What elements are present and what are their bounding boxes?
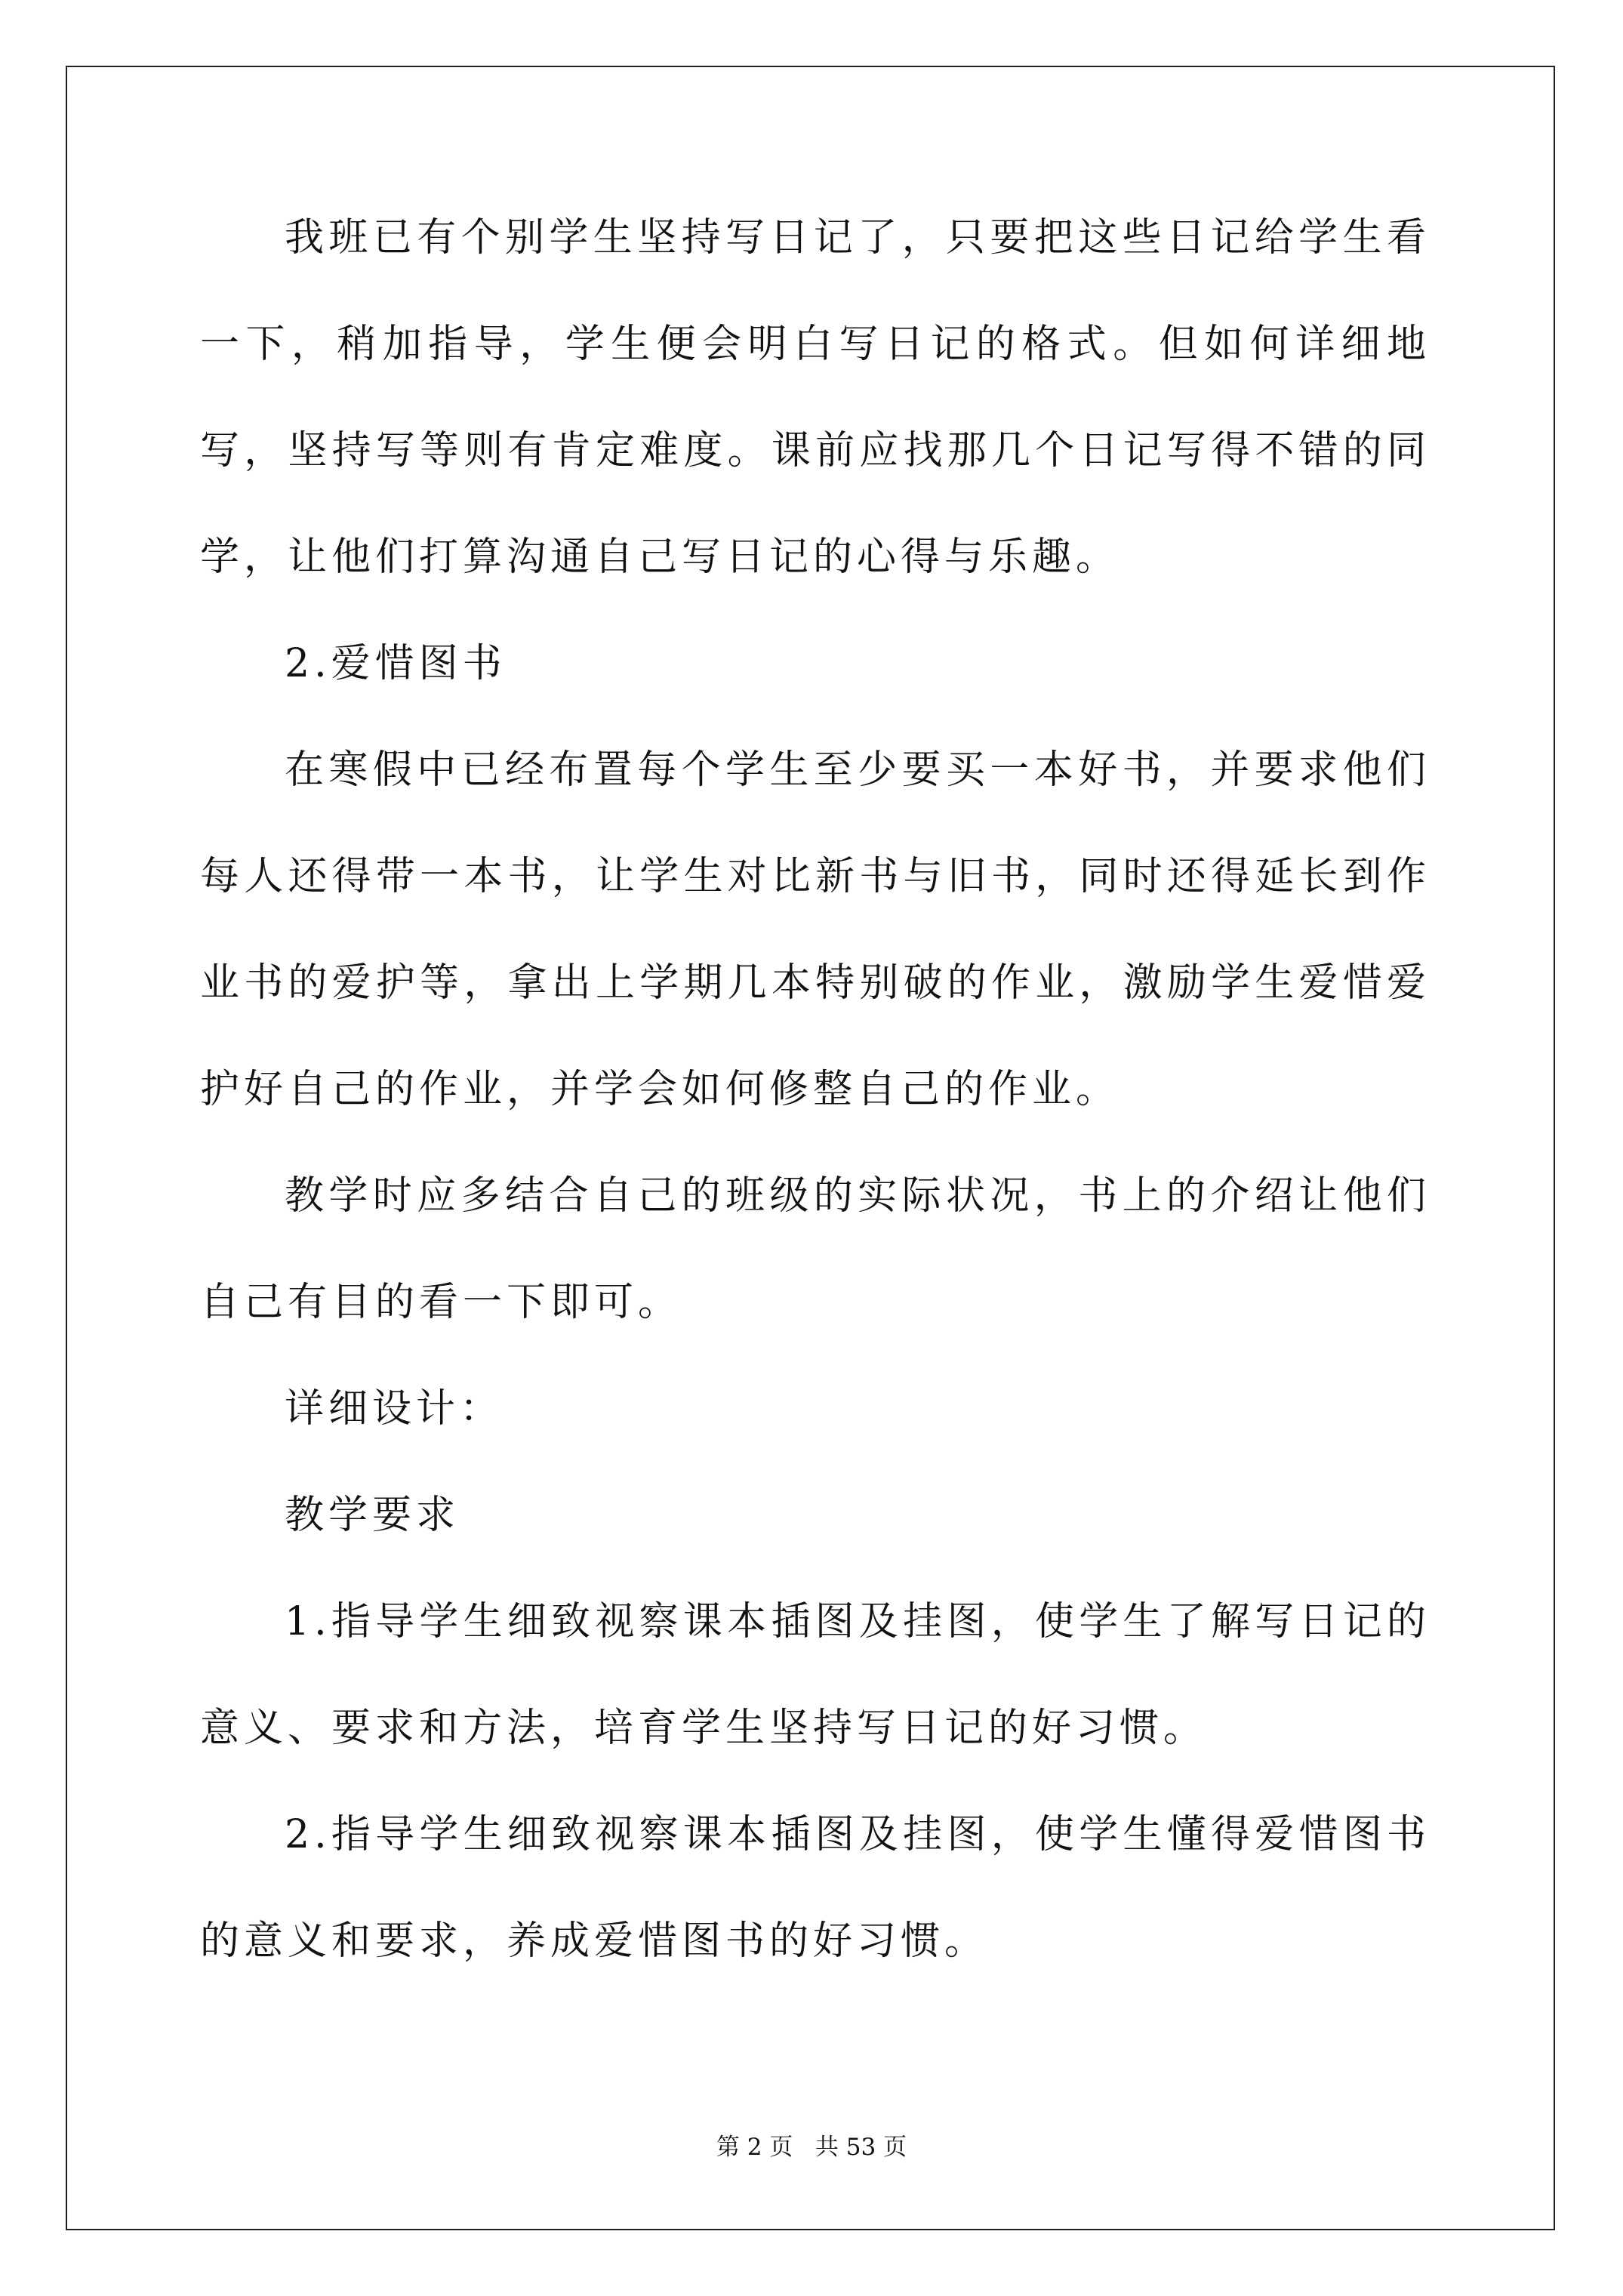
document-body bbox=[200, 185, 1431, 1995]
requirement-item-2: 2.指导学生细致视察课本插图及挂图，使学生懂得爱惜图书的意义和要求，养成爱惜图书的好习惯。 bbox=[200, 1812, 1431, 1964]
requirement-item-1: 1.指导学生细致视察课本插图及挂图，使学生了解写日记的意义、要求和方法，培育学生坚持写日记的好习惯。 bbox=[200, 1599, 1431, 1751]
paragraph-diary-practice: 我班已有个别学生坚持写日记了，只要把这些日记给学生看一下，稍加指导，学生便会明白写日记的格式。但如何详细地写，坚持写等则有肯定难度。课前应找那几个日记写得不错的同学，让他们打算沟通自己写日记的心得与乐趣。 bbox=[200, 215, 1431, 580]
paragraph-winter-books: 在寒假中已经布置每个学生至少要买一本好书，并要求他们每人还得带一本书，让学生对比新书与旧书，同时还得延长到作业书的爱护等，拿出上学期几本特别破的作业，激励学生爱惜爱护好自己的作业，并学会如何修整自己的作业。 bbox=[200, 747, 1431, 1112]
page-number-footer: 第 2 页 共 53 页 bbox=[716, 2134, 907, 2161]
paragraph-teaching-tip: 教学时应多结合自己的班级的实际状况，书上的介绍让他们自己有目的看一下即可。 bbox=[200, 1173, 1431, 1325]
heading-cherish-books: 2.爱惜图书 bbox=[285, 641, 507, 686]
heading-detailed-design: 详细设计： bbox=[285, 1386, 504, 1432]
heading-teaching-requirements: 教学要求 bbox=[285, 1493, 460, 1538]
